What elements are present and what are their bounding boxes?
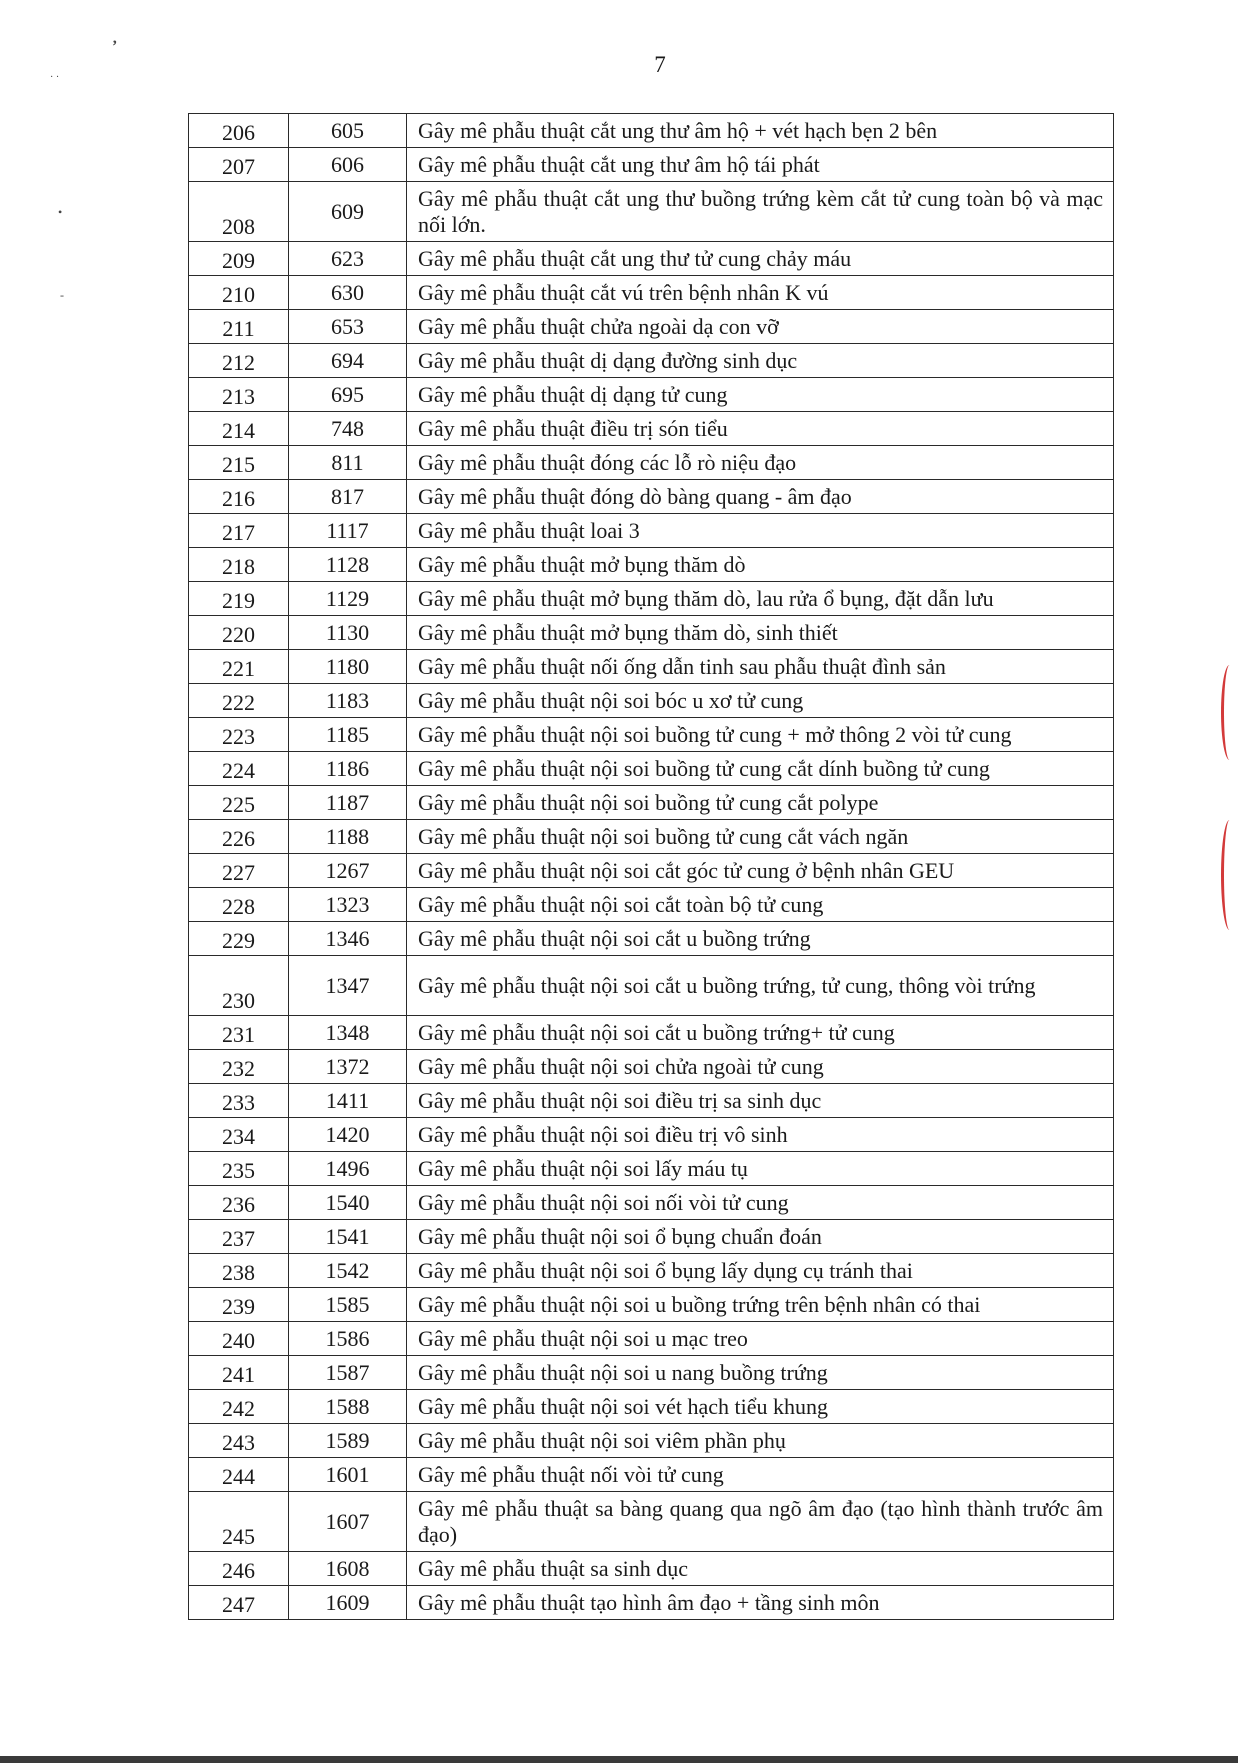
procedure-code-cell: 1587 bbox=[289, 1356, 407, 1390]
procedure-name-cell: Gây mê phẫu thuật mở bụng thăm dò, sinh thiết bbox=[407, 616, 1114, 650]
procedure-code-cell: 609 bbox=[289, 182, 407, 242]
procedure-name-cell: Gây mê phẫu thuật tạo hình âm đạo + tầng sinh môn bbox=[407, 1586, 1114, 1620]
table-row bbox=[189, 378, 1114, 412]
procedure-name-cell: Gây mê phẫu thuật nội soi buồng tử cung cắt dính buồng tử cung bbox=[407, 752, 1114, 786]
row-number-cell: 239 bbox=[189, 1288, 289, 1322]
procedure-code-cell: 1372 bbox=[289, 1050, 407, 1084]
row-number-cell: 225 bbox=[189, 786, 289, 820]
table-row bbox=[189, 1186, 1114, 1220]
procedure-name-cell: Gây mê phẫu thuật cắt ung thư âm hộ + vét hạch bẹn 2 bên bbox=[407, 114, 1114, 148]
procedure-code-cell: 1609 bbox=[289, 1586, 407, 1620]
procedure-code-cell: 1411 bbox=[289, 1084, 407, 1118]
procedure-code-cell: 695 bbox=[289, 378, 407, 412]
procedure-code-cell: 1188 bbox=[289, 820, 407, 854]
table-row bbox=[189, 616, 1114, 650]
procedure-code-cell: 1117 bbox=[289, 514, 407, 548]
row-number-cell: 231 bbox=[189, 1016, 289, 1050]
procedure-name-cell: Gây mê phẫu thuật đóng các lỗ rò niệu đạo bbox=[407, 446, 1114, 480]
procedure-name-cell: Gây mê phẫu thuật nội soi điều trị sa sinh dục bbox=[407, 1084, 1114, 1118]
row-number-cell: 242 bbox=[189, 1390, 289, 1424]
procedure-code-cell: 1589 bbox=[289, 1424, 407, 1458]
row-number-cell: 238 bbox=[189, 1254, 289, 1288]
procedure-code-cell: 1185 bbox=[289, 718, 407, 752]
procedure-name-cell: Gây mê phẫu thuật nội soi buồng tử cung + mở thông 2 vòi tử cung bbox=[407, 718, 1114, 752]
table-row bbox=[189, 548, 1114, 582]
table-row bbox=[189, 1424, 1114, 1458]
table-row bbox=[189, 182, 1114, 242]
procedure-name-cell: Gây mê phẫu thuật mở bụng thăm dò bbox=[407, 548, 1114, 582]
procedure-code-cell: 1180 bbox=[289, 650, 407, 684]
table-row bbox=[189, 1586, 1114, 1620]
procedure-code-cell: 606 bbox=[289, 148, 407, 182]
table-row bbox=[189, 310, 1114, 344]
table-row bbox=[189, 786, 1114, 820]
row-number-cell: 245 bbox=[189, 1492, 289, 1552]
row-number-cell: 206 bbox=[189, 114, 289, 148]
procedure-code-cell: 1607 bbox=[289, 1492, 407, 1552]
procedure-name-cell: Gây mê phẫu thuật nội soi cắt u buồng trứng, tử cung, thông vòi trứng bbox=[407, 956, 1114, 1016]
table-row bbox=[189, 1356, 1114, 1390]
table-row bbox=[189, 242, 1114, 276]
procedure-code-cell: 748 bbox=[289, 412, 407, 446]
procedure-name-cell: Gây mê phẫu thuật nội soi cắt toàn bộ tử cung bbox=[407, 888, 1114, 922]
procedure-name-cell: Gây mê phẫu thuật nội soi nối vòi tử cung bbox=[407, 1186, 1114, 1220]
procedure-name-cell: Gây mê phẫu thuật dị dạng đường sinh dục bbox=[407, 344, 1114, 378]
table-row bbox=[189, 446, 1114, 480]
table-row bbox=[189, 344, 1114, 378]
table-row bbox=[189, 922, 1114, 956]
scan-speck: • bbox=[58, 205, 63, 219]
row-number-cell: 222 bbox=[189, 684, 289, 718]
procedure-name-cell: Gây mê phẫu thuật chửa ngoài dạ con vỡ bbox=[407, 310, 1114, 344]
stamp-edge bbox=[1221, 665, 1238, 760]
row-number-cell: 247 bbox=[189, 1586, 289, 1620]
row-number-cell: 241 bbox=[189, 1356, 289, 1390]
table-row bbox=[189, 1254, 1114, 1288]
procedure-name-cell: Gây mê phẫu thuật nội soi điều trị vô sinh bbox=[407, 1118, 1114, 1152]
row-number-cell: 210 bbox=[189, 276, 289, 310]
stamp-edge bbox=[1221, 820, 1238, 930]
procedure-code-cell: 694 bbox=[289, 344, 407, 378]
procedure-code-cell: 1420 bbox=[289, 1118, 407, 1152]
row-number-cell: 246 bbox=[189, 1552, 289, 1586]
procedure-name-cell: Gây mê phẫu thuật nội soi chửa ngoài tử cung bbox=[407, 1050, 1114, 1084]
procedure-code-cell: 817 bbox=[289, 480, 407, 514]
table-row bbox=[189, 1288, 1114, 1322]
procedure-name-cell: Gây mê phẫu thuật nội soi buồng tử cung cắt polype bbox=[407, 786, 1114, 820]
row-number-cell: 229 bbox=[189, 922, 289, 956]
table-row bbox=[189, 1458, 1114, 1492]
table-row bbox=[189, 718, 1114, 752]
procedure-code-cell: 1496 bbox=[289, 1152, 407, 1186]
procedure-code-cell: 1187 bbox=[289, 786, 407, 820]
row-number-cell: 207 bbox=[189, 148, 289, 182]
table-row bbox=[189, 276, 1114, 310]
procedure-name-cell: Gây mê phẫu thuật nội soi viêm phần phụ bbox=[407, 1424, 1114, 1458]
row-number-cell: 235 bbox=[189, 1152, 289, 1186]
row-number-cell: 215 bbox=[189, 446, 289, 480]
procedure-name-cell: Gây mê phẫu thuật nội soi lấy máu tụ bbox=[407, 1152, 1114, 1186]
row-number-cell: 232 bbox=[189, 1050, 289, 1084]
table-row bbox=[189, 148, 1114, 182]
procedure-table bbox=[188, 113, 1114, 1620]
row-number-cell: 209 bbox=[189, 242, 289, 276]
row-number-cell: 221 bbox=[189, 650, 289, 684]
table-row bbox=[189, 1152, 1114, 1186]
page-number: 7 bbox=[654, 52, 666, 77]
table-row bbox=[189, 412, 1114, 446]
table-row bbox=[189, 514, 1114, 548]
row-number-cell: 228 bbox=[189, 888, 289, 922]
procedure-name-cell: Gây mê phẫu thuật dị dạng tử cung bbox=[407, 378, 1114, 412]
procedure-code-cell: 1585 bbox=[289, 1288, 407, 1322]
row-number-cell: 214 bbox=[189, 412, 289, 446]
procedure-name-cell: Gây mê phẫu thuật nội soi bóc u xơ tử cung bbox=[407, 684, 1114, 718]
procedure-name-cell: Gây mê phẫu thuật nội soi vét hạch tiểu khung bbox=[407, 1390, 1114, 1424]
procedure-code-cell: 1542 bbox=[289, 1254, 407, 1288]
row-number-cell: 226 bbox=[189, 820, 289, 854]
scan-speck: ’ bbox=[112, 38, 118, 55]
procedure-table-body bbox=[189, 114, 1114, 1620]
procedure-name-cell: Gây mê phẫu thuật nội soi buồng tử cung cắt vách ngăn bbox=[407, 820, 1114, 854]
procedure-code-cell: 653 bbox=[289, 310, 407, 344]
row-number-cell: 213 bbox=[189, 378, 289, 412]
table-row bbox=[189, 684, 1114, 718]
table-row bbox=[189, 854, 1114, 888]
table-row bbox=[189, 752, 1114, 786]
procedure-code-cell: 1586 bbox=[289, 1322, 407, 1356]
procedure-name-cell: Gây mê phẫu thuật cắt ung thư âm hộ tái phát bbox=[407, 148, 1114, 182]
procedure-name-cell: Gây mê phẫu thuật nội soi u buồng trứng trên bệnh nhân có thai bbox=[407, 1288, 1114, 1322]
procedure-name-cell: Gây mê phẫu thuật đóng dò bàng quang - âm đạo bbox=[407, 480, 1114, 514]
procedure-name-cell: Gây mê phẫu thuật nội soi cắt góc tử cung ở bệnh nhân GEU bbox=[407, 854, 1114, 888]
procedure-code-cell: 1267 bbox=[289, 854, 407, 888]
row-number-cell: 237 bbox=[189, 1220, 289, 1254]
table-row bbox=[189, 820, 1114, 854]
procedure-code-cell: 1601 bbox=[289, 1458, 407, 1492]
row-number-cell: 230 bbox=[189, 956, 289, 1016]
procedure-code-cell: 1540 bbox=[289, 1186, 407, 1220]
row-number-cell: 212 bbox=[189, 344, 289, 378]
table-row bbox=[189, 888, 1114, 922]
scan-speck: · · bbox=[50, 72, 60, 83]
row-number-cell: 208 bbox=[189, 182, 289, 242]
procedure-name-cell: Gây mê phẫu thuật nội soi ổ bụng lấy dụng cụ tránh thai bbox=[407, 1254, 1114, 1288]
procedure-name-cell: Gây mê phẫu thuật mở bụng thăm dò, lau rửa ổ bụng, đặt dẫn lưu bbox=[407, 582, 1114, 616]
row-number-cell: 243 bbox=[189, 1424, 289, 1458]
table-row bbox=[189, 1220, 1114, 1254]
procedure-name-cell: Gây mê phẫu thuật điều trị són tiểu bbox=[407, 412, 1114, 446]
row-number-cell: 236 bbox=[189, 1186, 289, 1220]
row-number-cell: 216 bbox=[189, 480, 289, 514]
procedure-name-cell: Gây mê phẫu thuật nội soi u nang buồng trứng bbox=[407, 1356, 1114, 1390]
table-row bbox=[189, 114, 1114, 148]
row-number-cell: 244 bbox=[189, 1458, 289, 1492]
procedure-code-cell: 1323 bbox=[289, 888, 407, 922]
procedure-name-cell: Gây mê phẫu thuật loai 3 bbox=[407, 514, 1114, 548]
row-number-cell: 240 bbox=[189, 1322, 289, 1356]
procedure-name-cell: Gây mê phẫu thuật nối vòi tử cung bbox=[407, 1458, 1114, 1492]
procedure-code-cell: 1588 bbox=[289, 1390, 407, 1424]
table-row bbox=[189, 1322, 1114, 1356]
row-number-cell: 219 bbox=[189, 582, 289, 616]
procedure-name-cell: Gây mê phẫu thuật cắt ung thư buồng trứng kèm cắt tử cung toàn bộ và mạc nối lớn. bbox=[407, 182, 1114, 242]
procedure-name-cell: Gây mê phẫu thuật cắt vú trên bệnh nhân K vú bbox=[407, 276, 1114, 310]
table-row bbox=[189, 650, 1114, 684]
procedure-code-cell: 1541 bbox=[289, 1220, 407, 1254]
row-number-cell: 220 bbox=[189, 616, 289, 650]
procedure-name-cell: Gây mê phẫu thuật nội soi cắt u buồng trứng+ tử cung bbox=[407, 1016, 1114, 1050]
row-number-cell: 224 bbox=[189, 752, 289, 786]
procedure-code-cell: 1186 bbox=[289, 752, 407, 786]
row-number-cell: 234 bbox=[189, 1118, 289, 1152]
procedure-code-cell: 630 bbox=[289, 276, 407, 310]
scan-speck: - bbox=[60, 288, 64, 302]
table-row bbox=[189, 480, 1114, 514]
row-number-cell: 211 bbox=[189, 310, 289, 344]
procedure-code-cell: 1183 bbox=[289, 684, 407, 718]
procedure-code-cell: 811 bbox=[289, 446, 407, 480]
row-number-cell: 218 bbox=[189, 548, 289, 582]
procedure-code-cell: 605 bbox=[289, 114, 407, 148]
row-number-cell: 223 bbox=[189, 718, 289, 752]
row-number-cell: 233 bbox=[189, 1084, 289, 1118]
table-row bbox=[189, 1016, 1114, 1050]
table-row bbox=[189, 1552, 1114, 1586]
procedure-code-cell: 1128 bbox=[289, 548, 407, 582]
table-row bbox=[189, 1084, 1114, 1118]
procedure-name-cell: Gây mê phẫu thuật sa sinh dục bbox=[407, 1552, 1114, 1586]
procedure-code-cell: 1129 bbox=[289, 582, 407, 616]
procedure-code-cell: 1346 bbox=[289, 922, 407, 956]
procedure-code-cell: 1608 bbox=[289, 1552, 407, 1586]
row-number-cell: 217 bbox=[189, 514, 289, 548]
procedure-name-cell: Gây mê phẫu thuật nội soi cắt u buồng trứng bbox=[407, 922, 1114, 956]
procedure-name-cell: Gây mê phẫu thuật cắt ung thư tử cung chảy máu bbox=[407, 242, 1114, 276]
procedure-code-cell: 1348 bbox=[289, 1016, 407, 1050]
procedure-name-cell: Gây mê phẫu thuật nội soi ổ bụng chuẩn đoán bbox=[407, 1220, 1114, 1254]
table-row bbox=[189, 1390, 1114, 1424]
bottom-scan-edge bbox=[0, 1756, 1238, 1763]
table-row bbox=[189, 956, 1114, 1016]
table-row bbox=[189, 582, 1114, 616]
table-row bbox=[189, 1118, 1114, 1152]
procedure-code-cell: 1347 bbox=[289, 956, 407, 1016]
table-row bbox=[189, 1050, 1114, 1084]
procedure-code-cell: 1130 bbox=[289, 616, 407, 650]
table-row bbox=[189, 1492, 1114, 1552]
procedure-code-cell: 623 bbox=[289, 242, 407, 276]
row-number-cell: 227 bbox=[189, 854, 289, 888]
procedure-name-cell: Gây mê phẫu thuật sa bàng quang qua ngõ âm đạo (tạo hình thành trước âm đạo) bbox=[407, 1492, 1114, 1552]
procedure-name-cell: Gây mê phẫu thuật nội soi u mạc treo bbox=[407, 1322, 1114, 1356]
procedure-name-cell: Gây mê phẫu thuật nối ống dẫn tinh sau phẫu thuật đình sản bbox=[407, 650, 1114, 684]
